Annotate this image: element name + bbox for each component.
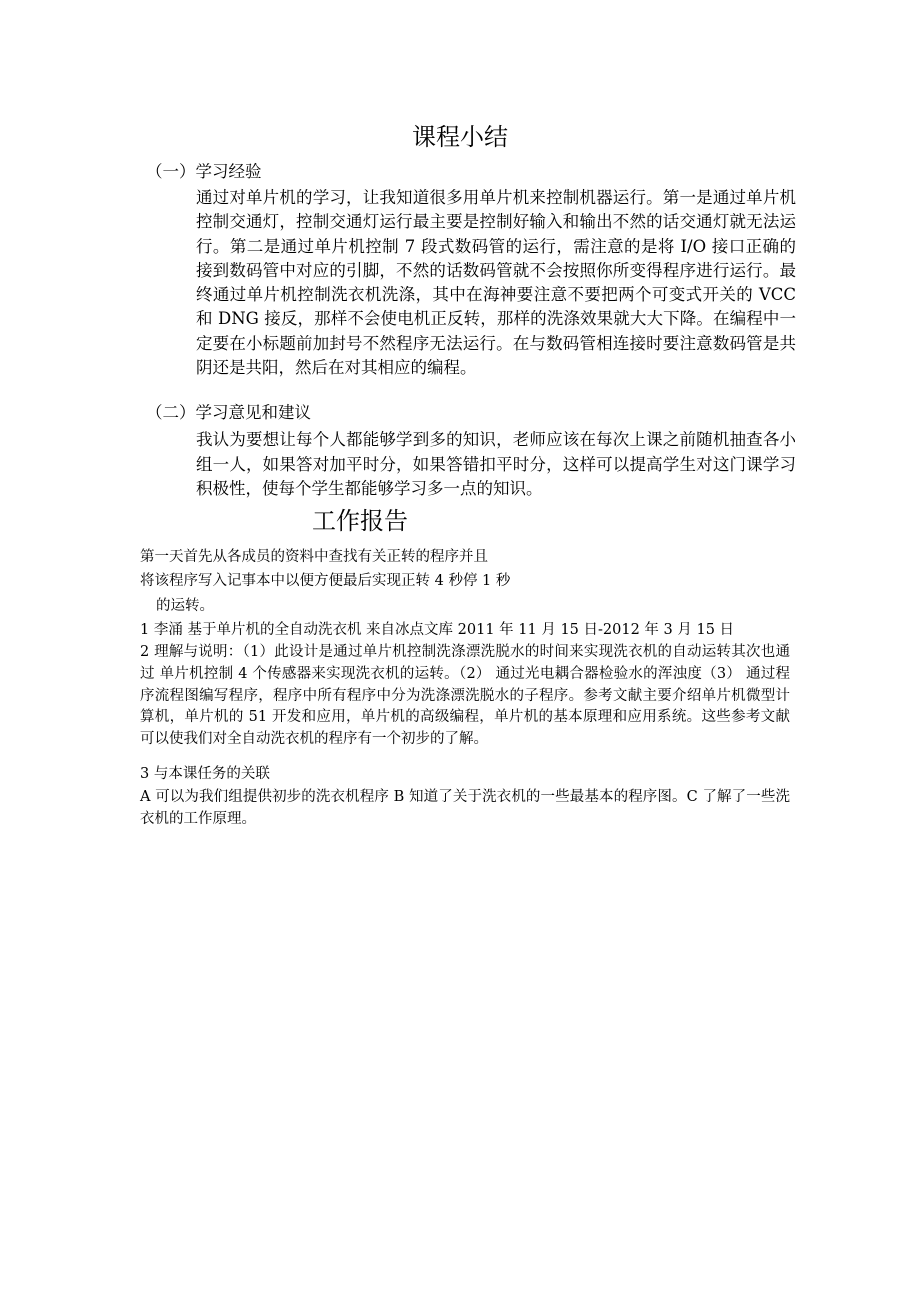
report-line: 的运转。 [156, 598, 214, 614]
relation-body: A 可以为我们组提供初步的洗衣机程序 B 知道了关于洗衣机的一些最基本的程序图。C 了解了一些洗衣机的工作原理。 [140, 789, 790, 827]
report-line: 第一天首先从各成员的资料中查找有关正转的程序并且 [140, 549, 488, 565]
section2-body: 我认为要想让每个人都能够学到多的知识，老师应该在每次上课之前随机抽查各小组一人，如果答对加平时分，如果答错扣平时分，这样可以提高学生对这门课学习积极性，使每个学生都能够学习多一点的知识。 [196, 430, 796, 498]
reference-line: 1 李涌 基于单片机的全自动洗衣机 来自冰点文库 2011 年 11 月 15 日-2012 年 3 月 15 日 [140, 622, 735, 638]
report-line: 将该程序写入记事本中以便方便最后实现正转 4 秒停 1 秒 [140, 573, 511, 589]
relation-heading: 3 与本课任务的关联 [140, 766, 270, 782]
section2-heading: （二）学习意见和建议 [146, 403, 311, 422]
report-title: 工作报告 [312, 507, 408, 535]
section1-heading: （一）学习经验 [146, 162, 262, 181]
section1-body: 通过对单片机的学习，让我知道很多用单片机来控制机器运行。第一是通过单片机控制交通灯，控制交通灯运行最主要是控制好输入和输出不然的话交通灯就无法运行。第二是通过单片机控制 7 段式数码管的运行，需注意的是将 I/O 接口正确的接到数码管中对应的引脚，不然的话数码管就不会按照你所变得程序进行运行。最终通过单片机控制洗衣机洗涤，其中在海神要注意不要把两个可变式开关的 VCC 和 DNG 接反，那样不会使电机正反转，那样的洗涤效果就大大下降。在编程中一定要在小标题前加封号不然程序无法运行。在与数码管相连接时要注意数码管是共阴还是共阳，然后在对其相应的编程。 [196, 188, 796, 378]
summary-title: 课程小结 [412, 123, 508, 151]
understanding-paragraph: 2 理解与说明：（1）此设计是通过单片机控制洗涤漂洗脱水的时间来实现洗衣机的自动运转其次也通过 单片机控制 4 个传感器来实现洗衣机的运转。（2） 通过光电耦合器检验水的浑浊度（3） 通过程序流程图编写程序，程序中所有程序中分为洗涤漂洗脱水的子程序。参考文献主要介绍单片机微型计算机，单片机的 51 开发和应用，单片机的高级编程，单片机的基本原理和应用系统。这些参考文献可以使我们对全自动洗衣机的程序有一个初步的了解。 [140, 644, 790, 748]
